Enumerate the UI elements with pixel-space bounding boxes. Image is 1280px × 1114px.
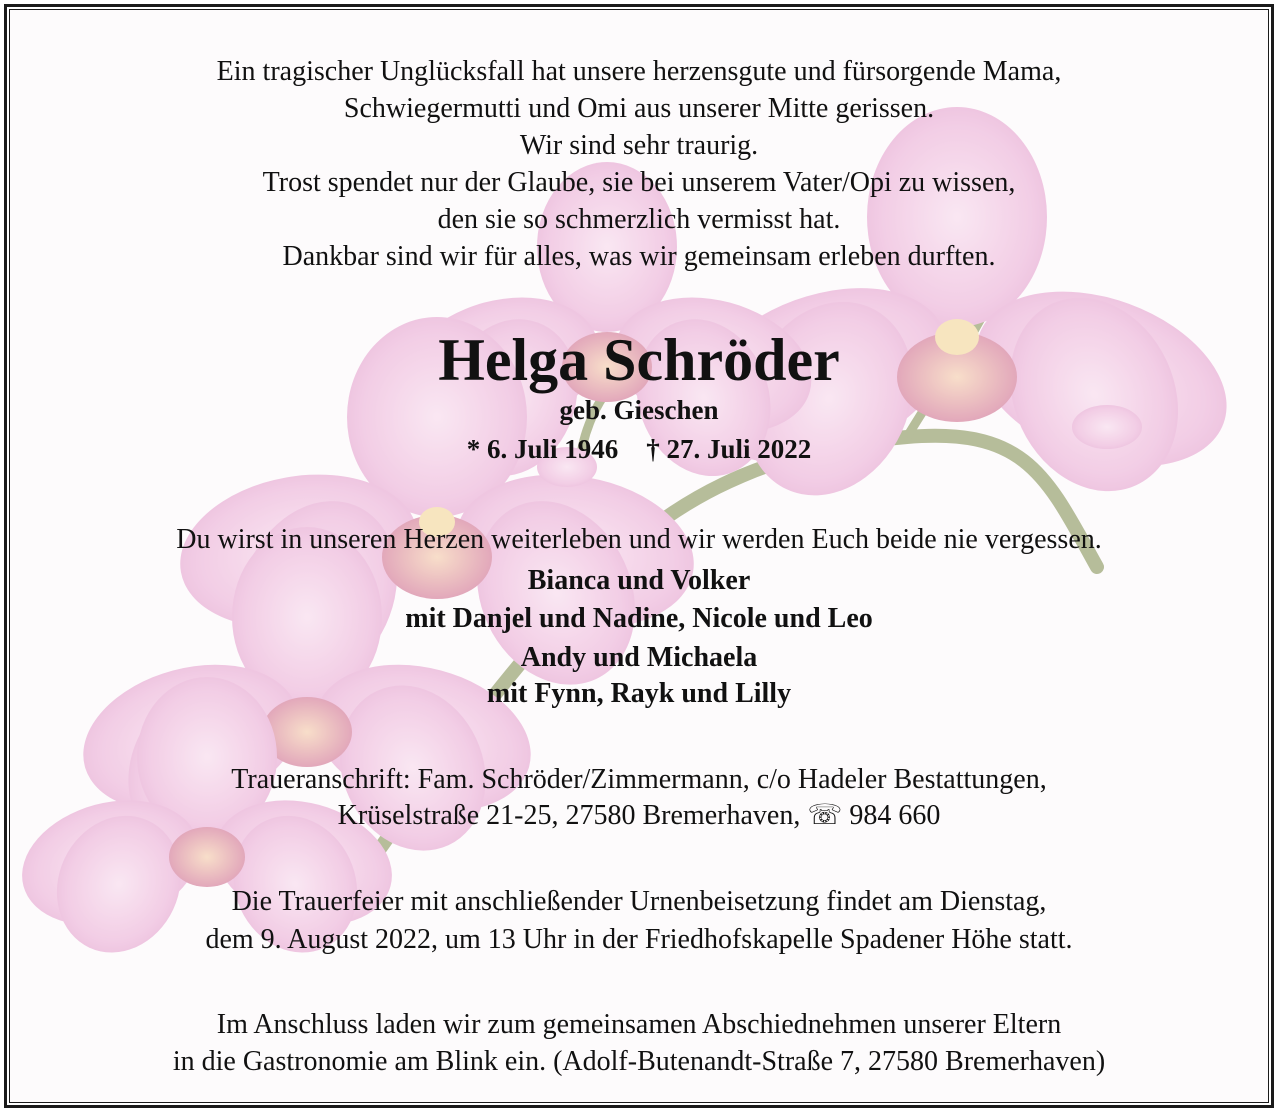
family-line-3: Andy und Michaela: [520, 642, 758, 673]
invitation-line-1: Im Anschluss laden wir zum gemeinsamen Abschiednehmen unserer Eltern: [216, 1009, 1062, 1040]
intro-line-1: Ein tragischer Unglücksfall hat unsere herzensgute und fürsorgende Mama,: [216, 56, 1062, 87]
birth-date: * 6. Juli 1946: [466, 434, 619, 464]
intro-line-5: den sie so schmerzlich vermisst hat.: [437, 204, 841, 235]
maiden-name: geb. Gieschen: [559, 395, 719, 425]
intro-line-2: Schwiegermutti und Omi aus unserer Mitte gerissen.: [343, 93, 935, 124]
address-line-2: Krüselstraße 21-25, 27580 Bremerhaven, ☏ 984 660: [337, 800, 941, 831]
remembrance-text: Du wirst in unseren Herzen weiterleben und wir werden Euch beide nie vergessen.: [176, 524, 1102, 555]
family-line-2: mit Danjel und Nadine, Nicole und Leo: [405, 603, 873, 634]
obituary-content: [7, 7, 1271, 1105]
service-line-2: dem 9. August 2022, um 13 Uhr in der Friedhofskapelle Spadener Höhe statt.: [205, 924, 1073, 955]
address-line-1: Traueranschrift: Fam. Schröder/Zimmermann, c/o Hadeler Bestattungen,: [231, 764, 1047, 795]
intro-line-3: Wir sind sehr traurig.: [519, 130, 759, 161]
invitation-line-2: in die Gastronomie am Blink ein. (Adolf-Butenandt-Straße 7, 27580 Bremerhaven): [172, 1046, 1106, 1077]
family-line-1: Bianca und Volker: [527, 565, 751, 596]
intro-line-6: Dankbar sind wir für alles, was wir gemeinsam erleben durften.: [282, 241, 996, 272]
life-dates: [7, 432, 1271, 466]
intro-line-4: Trost spendet nur der Glaube, sie bei unserem Vater/Opi zu wissen,: [262, 167, 1016, 198]
service-line-1: Die Trauerfeier mit anschließender Urnenbeisetzung findet am Dienstag,: [231, 886, 1047, 917]
family-line-4: mit Fynn, Rayk und Lilly: [486, 678, 792, 709]
death-date: † 27. Juli 2022: [646, 434, 812, 464]
obituary-frame: [4, 4, 1274, 1108]
deceased-name: Helga Schröder: [438, 327, 840, 393]
